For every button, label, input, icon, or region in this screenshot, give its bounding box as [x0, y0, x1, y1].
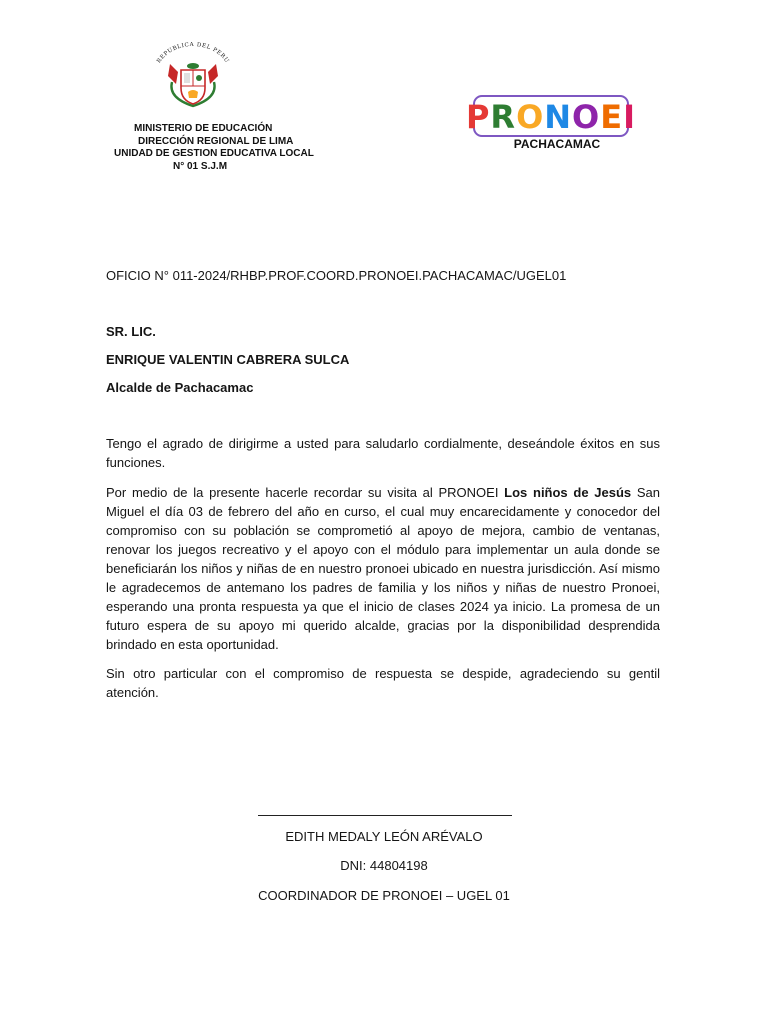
logo-letter: P — [465, 98, 491, 136]
addressee-role: Alcalde de Pachacamac — [106, 380, 254, 395]
ministry-line: DIRECCIÓN REGIONAL DE LIMA — [138, 135, 294, 147]
paragraph-body — [106, 483, 660, 654]
logo-letter: O — [516, 98, 545, 136]
logo-letter: I — [623, 98, 637, 136]
peru-coat-of-arms-icon — [148, 42, 238, 110]
ministry-line: N° 01 S.J.M — [173, 160, 228, 172]
logo-letter: R — [490, 98, 517, 136]
logo-letter: O — [572, 98, 601, 136]
pronoei-logo-text — [466, 98, 636, 136]
signer-role: COORDINADOR DE PRONOEI – UGEL 01 — [258, 888, 510, 903]
seal-arc-text: REPUBLICA DEL PERU — [156, 42, 230, 65]
logo-subtitle: PACHACAMAC — [513, 137, 601, 151]
signature-line — [258, 815, 512, 816]
paragraph-greeting: Tengo el agrado de dirigirme a usted para saludarlo cordialmente, deseándole éxitos en sus funciones. — [106, 436, 660, 470]
ministry-line: MINISTERIO DE EDUCACIÓN — [134, 123, 273, 134]
document-reference: OFICIO N° 011-2024/RHBP.PROF.COORD.PRONOEI.PACHACAMAC/UGEL01 — [106, 268, 567, 283]
addressee-title: SR. LIC. — [106, 324, 156, 339]
ministry-header — [108, 123, 318, 173]
body-text: Por medio de la presente hacerle recordar su visita al PRONOEI — [106, 485, 505, 500]
signer-name: EDITH MEDALY LEÓN ARÉVALO — [285, 829, 483, 844]
body-text: San Miguel el día 03 de febrero del año en curso, el cual muy encarecidamente y conocedor del compromiso con su población se comprometió al apoyo de mejora, cambio de ventanas, renovar los juegos recreativo y el apoyo con el módulo para implementar un aula donde se beneficiarán los niños y niñas de en nuestro pronoei ubicado en nuestra jurisdicción. Así mismo le agradecemos de antemano los padres de familia y los niños y niñas de nuestro Pronoei, esperando una pronta respuesta ya que el inicio de clases 2024 ya inicio. La promesa de un futuro espera de su apoyo mi querido alcalde, gracias por la disponibilidad desprendida brindado en esta oportunidad. — [106, 485, 660, 652]
ministry-line: UNIDAD DE GESTION EDUCATIVA LOCAL — [114, 148, 314, 159]
school-name: Los niños de Jesús — [504, 485, 632, 500]
pronoei-logo — [465, 94, 637, 138]
logo-letter: N — [544, 98, 573, 136]
logo-letter: E — [600, 98, 624, 136]
signer-dni: DNI: 44804198 — [340, 858, 428, 873]
paragraph-closing: Sin otro particular con el compromiso de respuesta se despide, agradeciendo su gentil atención. — [106, 666, 660, 700]
addressee-name: ENRIQUE VALENTIN CABRERA SULCA — [106, 352, 350, 367]
